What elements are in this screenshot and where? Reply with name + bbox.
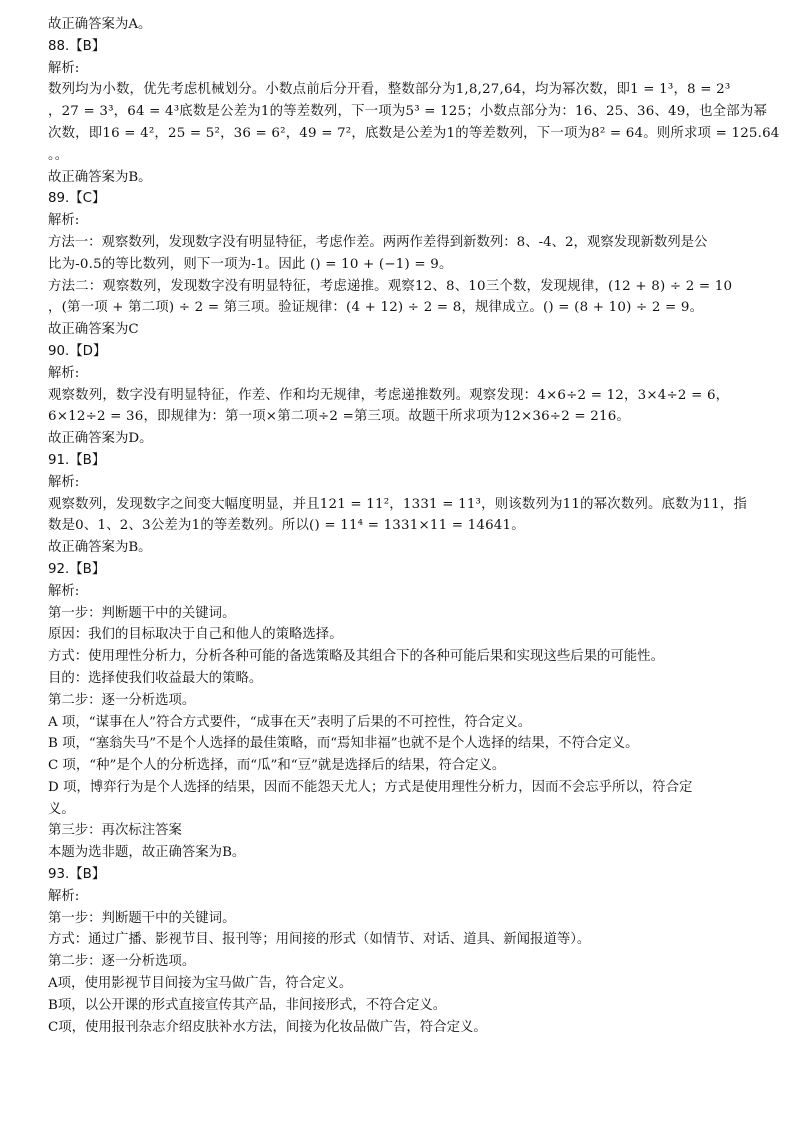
- document-line: 解析:: [48, 365, 80, 381]
- document-line: B项，以公开课的形式直接宣传其产品，非间接形式，不符合定义。: [48, 997, 447, 1013]
- document-line: 原因：我们的目标取决于自己和他人的策略选择。: [48, 627, 343, 643]
- document-line: B 项，“塞翁失马”不是个人选择的最佳策略，而“焉知非福”也就不是个人选择的结果，不符合定义。: [48, 736, 639, 752]
- question-number: 91.【B】: [48, 452, 106, 468]
- document-line: 数是0、1、2、3公差为1的等差数列。所以() = 11⁴ = 1331×11 = 14641。: [48, 518, 525, 534]
- document-line: 数列均为小数，优先考虑机械划分。小数点前后分开看，整数部分为1,8,27,64，均为幂次数，即1 = 1³，8 = 2³: [48, 82, 731, 98]
- document-line: 解析:: [48, 888, 80, 904]
- document-line: 故正确答案为B。: [48, 540, 152, 556]
- document-line: 方法二：观察数列，发现数字没有明显特征，考虑递推。观察12、8、10三个数，发现规律，(12 + 8) ÷ 2 = 10: [48, 278, 733, 294]
- document-line: 解析:: [48, 213, 80, 229]
- document-line: 解析:: [48, 474, 80, 490]
- question-number: 88.【B】: [48, 38, 106, 54]
- document-page: [48, 14, 780, 1038]
- document-line: 第一步：判断题干中的关键词。: [48, 910, 236, 926]
- document-line: 第三步：再次标注答案: [48, 823, 182, 839]
- document-line: 解析:: [48, 60, 80, 76]
- document-line: C 项，“种”是个人的分析选择，而“瓜”和“豆”就是选择后的结果，符合定义。: [48, 758, 506, 774]
- document-line: A 项，“谋事在人”符合方式要件，“成事在天”表明了后果的不可控性，符合定义。: [48, 714, 532, 730]
- document-line: ，(第一项 + 第二项) ÷ 2 = 第三项。验证规律：(4 + 12) ÷ 2 = 8，规律成立。() = (8 + 10) ÷ 2 = 9。: [48, 300, 704, 316]
- document-line: 第二步：逐一分析选项。: [48, 954, 196, 970]
- document-line: 观察数列，数字没有明显特征，作差、作和均无规律，考虑递推数列。观察发现：4×6÷2 = 12，3×4÷2 = 6，: [48, 387, 730, 403]
- document-line: 故正确答案为B。: [48, 169, 152, 185]
- document-line: 6×12÷2 = 36，即规律为：第一项×第二项÷2 =第三项。故题干所求项为12×36÷2 = 216。: [48, 409, 631, 425]
- question-number: 90.【D】: [48, 343, 107, 359]
- document-line: 观察数列，发现数字之间变大幅度明显，并且121 = 11²，1331 = 11³，则该数列为11的幂次数列。底数为11，指: [48, 496, 748, 512]
- question-number: 92.【B】: [48, 561, 106, 577]
- document-line: 故正确答案为A。: [48, 17, 152, 32]
- document-line: 第一步：判断题干中的关键词。: [48, 605, 236, 621]
- document-line: 。。: [48, 147, 69, 163]
- document-line: 故正确答案为C: [48, 322, 139, 338]
- document-line: ，27 = 3³，64 = 4³底数是公差为1的等差数列，下一项为5³ = 125；小数点部分为：16、25、36、49，也全部为幂: [48, 104, 768, 120]
- document-line: 故正确答案为D。: [48, 431, 153, 447]
- document-line: 次数，即16 = 4²，25 = 5²，36 = 6²，49 = 7²，底数是公差为1的等差数列，下一项为8² = 64。则所求项 = 125.64: [48, 125, 780, 141]
- document-line: 方法一：观察数列，发现数字没有明显特征，考虑作差。两两作差得到新数列：8、-4、2，观察发现新数列是公: [48, 234, 708, 250]
- document-line: 解析:: [48, 583, 80, 599]
- document-line: 目的：选择使我们收益最大的策略。: [48, 670, 263, 686]
- document-line: C项，使用报刊杂志介绍皮肤补水方法，间接为化妆品做广告，符合定义。: [48, 1019, 487, 1035]
- document-line: 比为-0.5的等比数列，则下一项为-1。因此 () = 10 + (−1) = 9。: [48, 256, 453, 272]
- question-number: 89.【C】: [48, 191, 106, 207]
- document-line: 本题为选非题，故正确答案为B。: [48, 845, 246, 861]
- document-line: 方式：使用理性分析力，分析各种可能的备选策略及其组合下的各种可能后果和实现这些后果的可能性。: [48, 649, 664, 665]
- document-line: D 项，博弈行为是个人选择的结果，因而不能怨天尤人；方式是使用理性分析力，因而不会忘乎所以，符合定: [48, 779, 693, 795]
- question-number: 93.【B】: [48, 867, 106, 883]
- document-line: 方式：通过广播、影视节目、报刊等；用间接的形式（如情节、对话、道具、新闻报道等）。: [48, 932, 591, 948]
- document-line: 义。: [48, 801, 75, 817]
- document-line: A项，使用影视节目间接为宝马做广告，符合定义。: [48, 976, 353, 992]
- document-line: 第二步：逐一分析选项。: [48, 692, 196, 708]
